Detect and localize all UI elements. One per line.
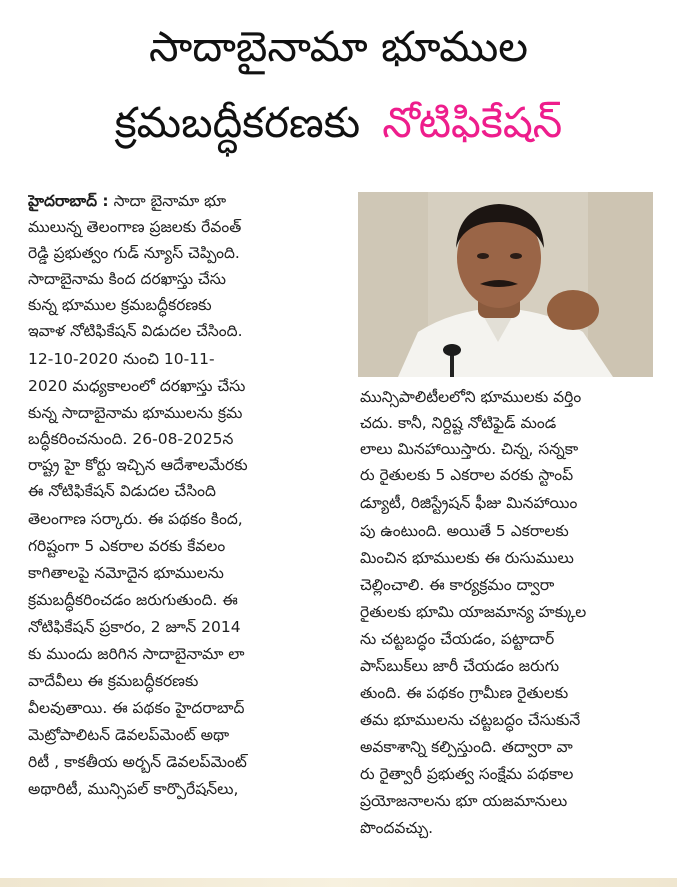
dateline-place: హైదరాబాద్ : xyxy=(28,192,109,210)
article-line: పొందవచ్చు. xyxy=(360,819,434,837)
article-line: వాదేవీలు ఈ క్రమబద్ధీకరణకు xyxy=(28,672,199,690)
article-line: పాస్‌బుక్‌లు జారీ చేయడం జరుగు xyxy=(360,657,560,675)
article-line: ములున్న తెలంగాణ ప్రజలకు రేవంత్ xyxy=(28,218,242,236)
article-line: రెడ్డి ప్రభుత్వం గుడ్ న్యూస్ చెప్పింది. xyxy=(28,244,240,262)
article-line: చెల్లించాలి. ఈ కార్యక్రమం ద్వారా xyxy=(360,576,555,594)
article-line: తెలంగాణ సర్కారు. ఈ పథకం కింద, xyxy=(28,510,243,528)
article-line: 12-10-2020 నుంచి 10-11- xyxy=(28,350,215,368)
article-line: ను చట్టబద్ధం చేయడం, పట్టాదార్ xyxy=(360,630,555,648)
article-line: ఈ నోటిఫికేషన్ విడుదల చేసింది xyxy=(28,482,216,500)
article-line: 2020 మధ్యకాలంలో దరఖాస్తు చేసు xyxy=(28,377,246,395)
article-line: చదు. కానీ, నిర్దిష్ట నోటిఫైడ్ మండ xyxy=(360,414,557,432)
article-line: గరిష్టంగా 5 ఎకరాల వరకు కేవలం xyxy=(28,537,226,555)
article-line: రు రైత్వారీ ప్రభుత్వ సంక్షేమ పథకాల xyxy=(360,765,574,783)
article-line: నోటిఫికేషన్ ప్రకారం, 2 జూన్ 2014 xyxy=(28,618,241,636)
article-line: కున్న సాదాబైనామ భూములను క్రమ xyxy=(28,404,243,422)
article-line: అవకాశాన్ని కల్పిస్తుంది. తద్వారా వా xyxy=(360,738,573,756)
article-line: హైదరాబాద్ : సాదా బైనామా భూ xyxy=(28,192,227,210)
chief-minister-photo xyxy=(358,192,653,377)
headline-highlight-text: నోటిఫికేషన్ xyxy=(382,98,563,147)
article-line: మించిన భూములకు ఈ రుసుములు xyxy=(360,549,574,567)
article-line: వీలవుతాయి. ఈ పథకం హైదరాబాద్ xyxy=(28,699,245,717)
article-line: ప్రయోజనాలను భూ యజమానులు xyxy=(360,792,568,810)
article-line: బద్ధీకరించనుంది. 26-08-2025న xyxy=(28,430,234,448)
article-line: డ్యూటీ, రిజిస్ట్రేషన్ ఫీజు మినహాయిం xyxy=(360,494,578,512)
article-line: తమ భూములను చట్టబద్ధం చేసుకునే xyxy=(360,711,581,729)
article-line: రైతులకు భూమి యాజమాన్య హక్కుల xyxy=(360,603,587,621)
page-bottom-edge xyxy=(0,878,677,887)
article-line: మున్సిపాలిటీలలోని భూములకు వర్తిం xyxy=(360,388,582,406)
article-line: అథారిటీ, మున్సిపల్ కార్పొరేషన్‌లు, xyxy=(28,780,239,798)
article-line: రిటీ , కాకతీయ అర్బన్ డెవలప్‌మెంట్ xyxy=(28,753,247,771)
article-line: రు రైతులకు 5 ఎకరాల వరకు స్టాంప్ xyxy=(360,466,574,484)
article-line: సాదాబైనామ కింద దరఖాస్తు చేసు xyxy=(28,270,227,288)
headline-dark-text: క్రమబద్ధీకరణకు xyxy=(114,98,361,147)
article-line: లాలు మినహాయిస్తారు. చిన్న, సన్నకా xyxy=(360,440,579,458)
article-line: తుంది. ఈ పథకం గ్రామీణ రైతులకు xyxy=(360,684,569,702)
article-line: మెట్రోపాలిటన్ డెవలప్‌మెంట్ అథా xyxy=(28,726,230,744)
person-portrait-icon xyxy=(358,192,653,377)
article-line: కున్న భూముల క్రమబద్ధీకరణకు xyxy=(28,296,212,314)
article-line: కాగితాలపై నమోదైన భూములను xyxy=(28,564,224,582)
headline-line-2 xyxy=(0,98,677,148)
article-line: క్రమబద్ధీకరించడం జరుగుతుంది. ఈ xyxy=(28,591,238,609)
article-line: కు ముందు జరిగిన సాదాబైనామా లా xyxy=(28,645,245,663)
article-line: రాష్ట్ర హై కోర్టు ఇచ్చిన ఆదేశాలమేరకు xyxy=(28,456,248,474)
article-line: పు ఉంటుంది. అయితే 5 ఎకరాలకు xyxy=(360,522,569,540)
headline-line-1: సాదాబైనామా భూముల xyxy=(148,22,529,71)
article-line: ఇవాళ నోటిఫికేషన్ విడుదల చేసింది. xyxy=(28,322,243,340)
